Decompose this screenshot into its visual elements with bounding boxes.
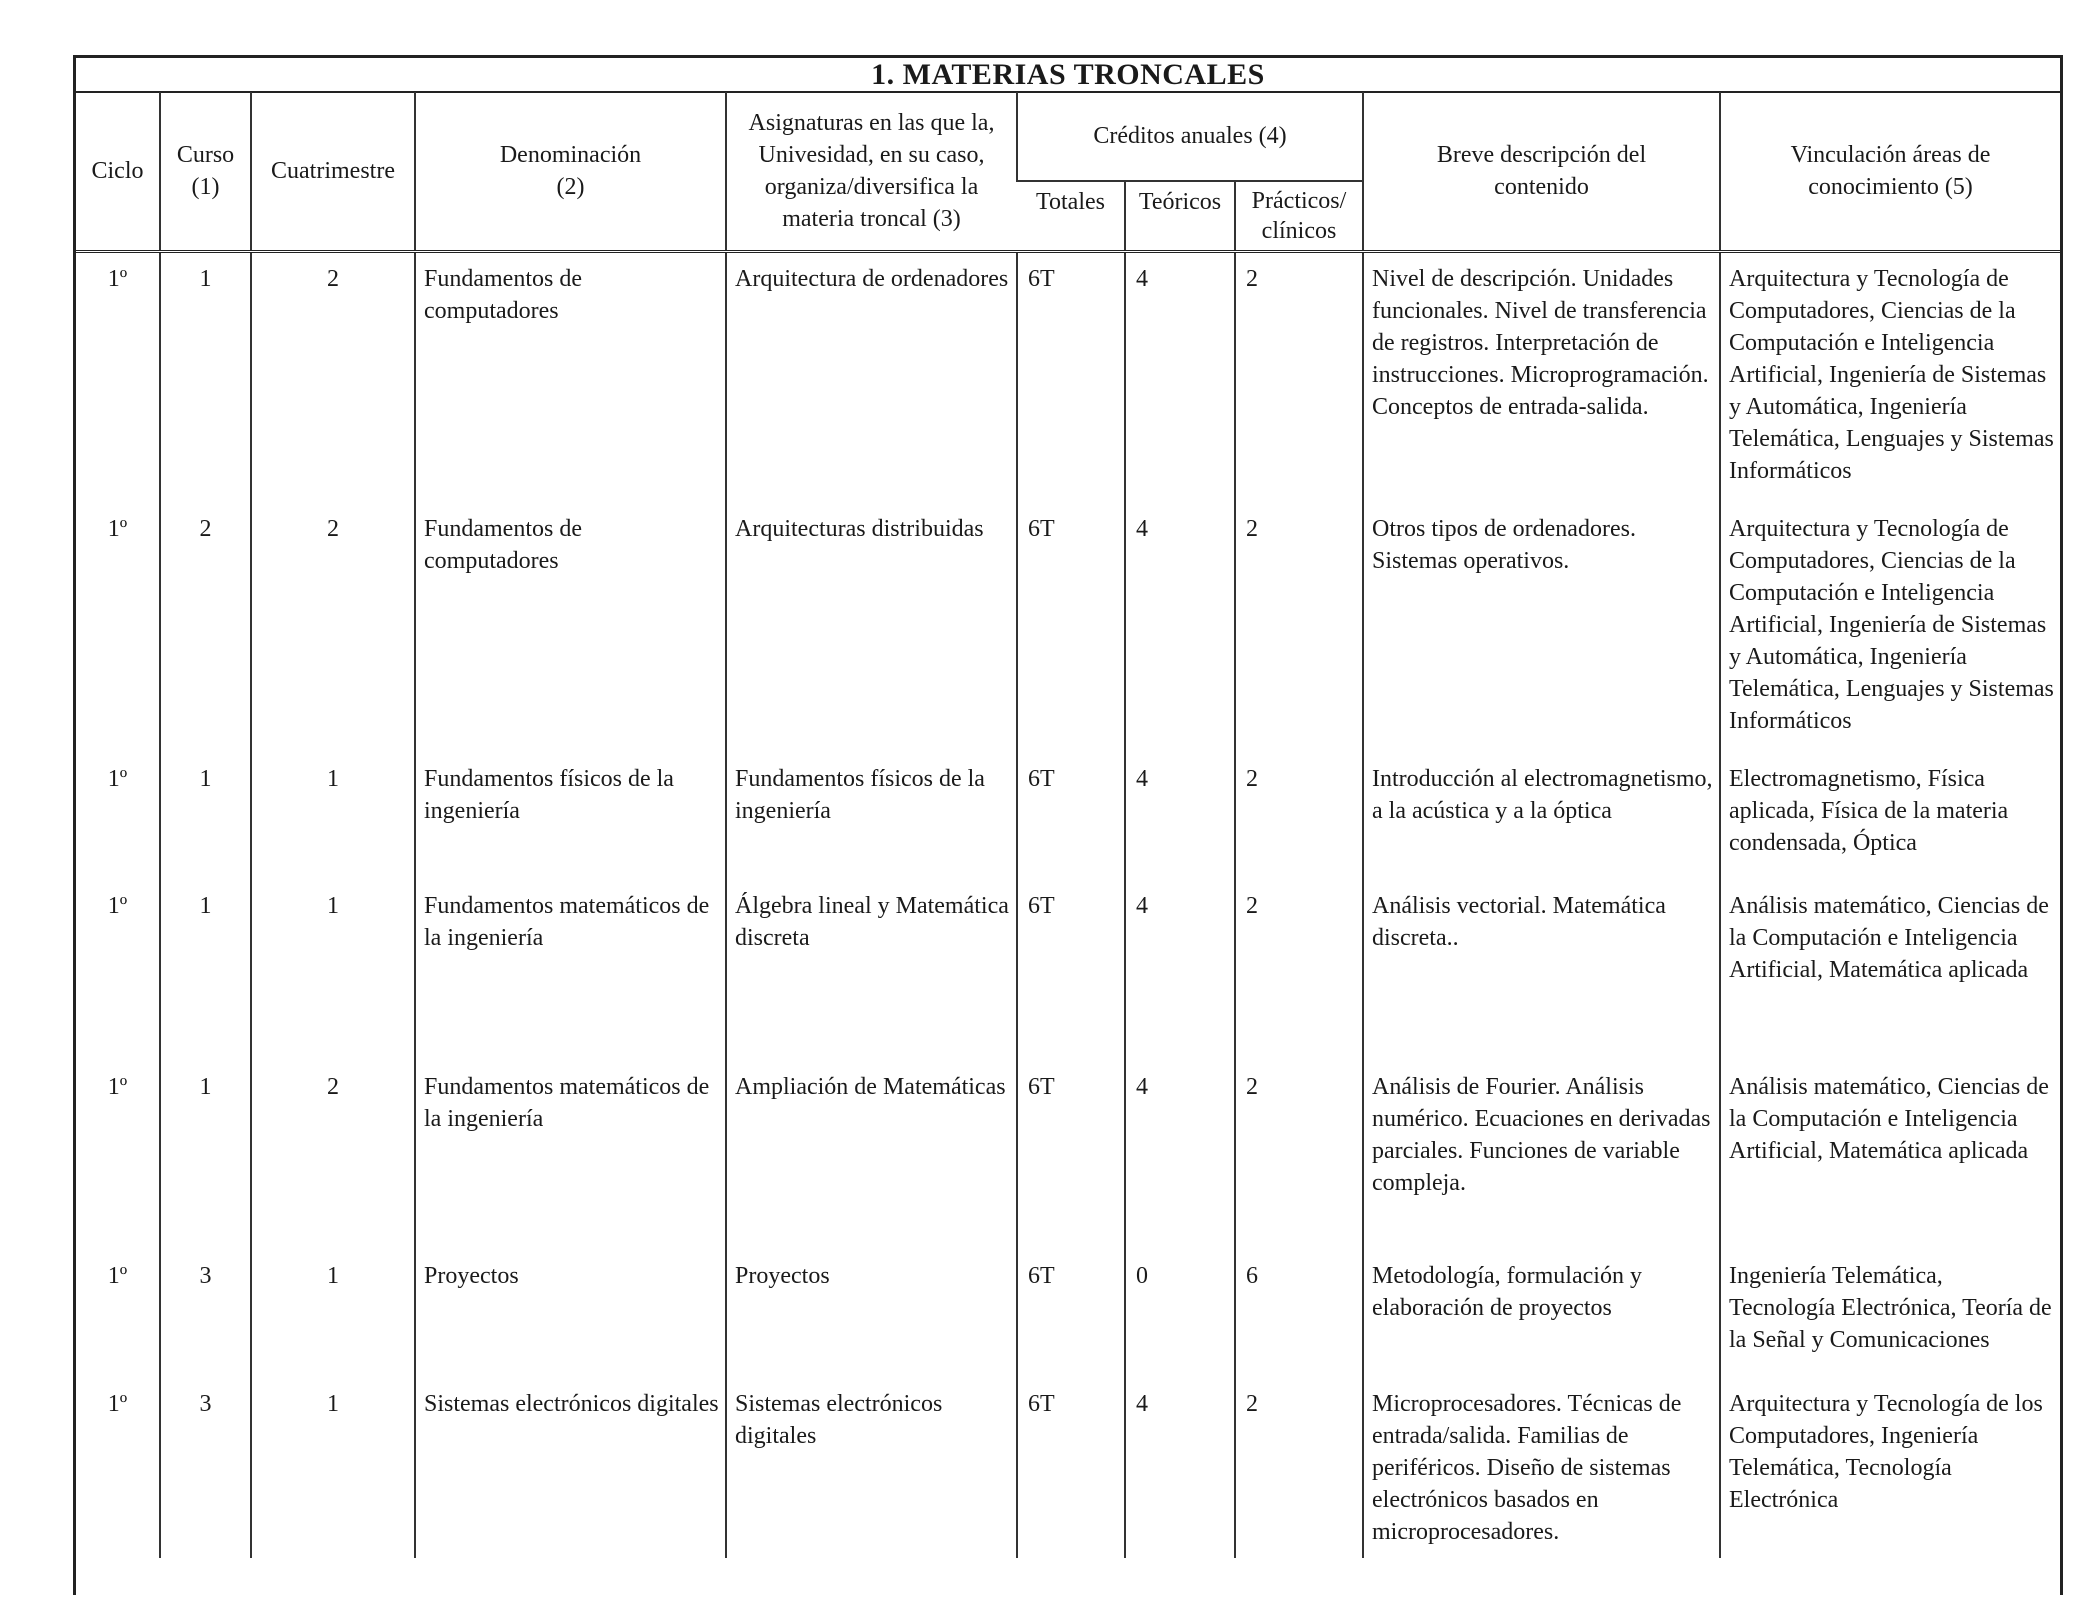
cell-totales: 6T: [1017, 1388, 1125, 1558]
cell-cuatrimestre: 2: [251, 513, 415, 763]
cell-curso: 1: [160, 263, 251, 513]
header-descripcion: Breve descripción del contenido: [1363, 92, 1720, 252]
cell-vinculacion: Análisis matemático, Ciencias de la Computación e Inteligencia Artificial, Matemática aplicada: [1720, 890, 2060, 1071]
document-sheet: [73, 55, 2063, 1595]
cell-vinculacion: Arquitectura y Tecnología de Computadores, Ciencias de la Computación e Inteligencia Artificial, Ingeniería de Sistemas y Automática, Ingeniería Telemática, Lenguajes y Sistemas Informáticos: [1720, 513, 2060, 763]
cell-denominacion: Fundamentos físicos de la ingeniería: [415, 763, 726, 890]
cell-denominacion: Fundamentos de computadores: [415, 263, 726, 513]
cell-descripcion: Análisis de Fourier. Análisis numérico. Ecuaciones en derivadas parciales. Funciones de variable compleja.: [1363, 1071, 1720, 1260]
cell-teoricos: 4: [1125, 1071, 1235, 1260]
cell-practicos: 6: [1235, 1260, 1363, 1388]
cell-denominacion: Sistemas electrónicos digitales: [415, 1388, 726, 1558]
cell-totales: 6T: [1017, 513, 1125, 763]
cell-descripcion: Microprocesadores. Técnicas de entrada/salida. Familias de periféricos. Diseño de sistemas electrónicos basados en microprocesadores.: [1363, 1388, 1720, 1558]
cell-teoricos: 4: [1125, 263, 1235, 513]
cell-denominacion: Proyectos: [415, 1260, 726, 1388]
cell-vinculacion: Arquitectura y Tecnología de Computadores, Ciencias de la Computación e Inteligencia Artificial, Ingeniería de Sistemas y Automática, Ingeniería Telemática, Lenguajes y Sistemas Informáticos: [1720, 263, 2060, 513]
header-cuatrimestre: Cuatrimestre: [251, 92, 415, 252]
header-vinculacion: Vinculación áreas de conocimiento (5): [1720, 92, 2060, 252]
cell-practicos: 2: [1235, 890, 1363, 1071]
cell-curso: 3: [160, 1260, 251, 1388]
cell-totales: 6T: [1017, 890, 1125, 1071]
cell-denominacion: Fundamentos matemáticos de la ingeniería: [415, 890, 726, 1071]
cell-ciclo: 1º: [107, 893, 128, 919]
cell-curso: 1: [160, 763, 251, 890]
cell-ciclo: 1º: [107, 1074, 128, 1100]
page-title: 1. MATERIAS TRONCALES: [76, 58, 2060, 93]
cell-practicos: 2: [1235, 763, 1363, 890]
cell-descripcion: Introducción al electromagnetismo, a la acústica y a la óptica: [1363, 763, 1720, 890]
cell-descripcion: Otros tipos de ordenadores. Sistemas operativos.: [1363, 513, 1720, 763]
materias-table: [76, 92, 2060, 1558]
header-creditos: Créditos anuales (4): [1017, 92, 1363, 181]
cell-asignatura: Arquitecturas distribuidas: [726, 513, 1017, 763]
table-row: [76, 890, 2060, 1071]
cell-ciclo: 1º: [107, 766, 128, 792]
cell-asignatura: Arquitectura de ordenadores: [726, 263, 1017, 513]
cell-denominacion: Fundamentos de computadores: [415, 513, 726, 763]
cell-vinculacion: Análisis matemático, Ciencias de la Computación e Inteligencia Artificial, Matemática aplicada: [1720, 1071, 2060, 1260]
cell-vinculacion: Arquitectura y Tecnología de los Computadores, Ingeniería Telemática, Tecnología Electrónica: [1720, 1388, 2060, 1558]
cell-cuatrimestre: 2: [251, 263, 415, 513]
cell-teoricos: 4: [1125, 1388, 1235, 1558]
cell-practicos: 2: [1235, 1071, 1363, 1260]
table-row: [76, 263, 2060, 513]
cell-denominacion: Fundamentos matemáticos de la ingeniería: [415, 1071, 726, 1260]
header-ciclo: Ciclo: [76, 92, 160, 252]
cell-practicos: 2: [1235, 1388, 1363, 1558]
cell-descripcion: Metodología, formulación y elaboración de proyectos: [1363, 1260, 1720, 1388]
header-practicos: Prácticos/ clínicos: [1235, 181, 1363, 252]
cell-ciclo: 1º: [107, 1391, 128, 1417]
cell-asignatura: Fundamentos físicos de la ingeniería: [726, 763, 1017, 890]
cell-teoricos: 4: [1125, 763, 1235, 890]
header-curso: Curso (1): [160, 92, 251, 252]
header-teoricos: Teóricos: [1125, 181, 1235, 252]
cell-teoricos: 4: [1125, 513, 1235, 763]
cell-totales: 6T: [1017, 263, 1125, 513]
cell-cuatrimestre: 1: [251, 1260, 415, 1388]
table-row: [76, 1071, 2060, 1260]
cell-descripcion: Análisis vectorial. Matemática discreta..: [1363, 890, 1720, 1071]
table-row: [76, 1388, 2060, 1558]
cell-cuatrimestre: 2: [251, 1071, 415, 1260]
cell-asignatura: Sistemas electrónicos digitales: [726, 1388, 1017, 1558]
cell-practicos: 2: [1235, 513, 1363, 763]
header-asignaturas: Asignaturas en las que la, Univesidad, en su caso, organiza/diversifica la materia troncal (3): [726, 92, 1017, 252]
cell-cuatrimestre: 1: [251, 763, 415, 890]
cell-ciclo: 1º: [107, 266, 128, 292]
table-row: [76, 513, 2060, 763]
cell-curso: 2: [160, 513, 251, 763]
cell-totales: 6T: [1017, 1260, 1125, 1388]
cell-practicos: 2: [1235, 263, 1363, 513]
header-denominacion: Denominación (2): [415, 92, 726, 252]
cell-asignatura: Álgebra lineal y Matemática discreta: [726, 890, 1017, 1071]
cell-teoricos: 4: [1125, 890, 1235, 1071]
cell-ciclo: 1º: [107, 1263, 128, 1289]
cell-vinculacion: Ingeniería Telemática, Tecnología Electrónica, Teoría de la Señal y Comunicaciones: [1720, 1260, 2060, 1388]
cell-totales: 6T: [1017, 1071, 1125, 1260]
cell-curso: 1: [160, 890, 251, 1071]
table-row: [76, 763, 2060, 890]
cell-vinculacion: Electromagnetismo, Física aplicada, Física de la materia condensada, Óptica: [1720, 763, 2060, 890]
cell-asignatura: Ampliación de Matemáticas: [726, 1071, 1017, 1260]
cell-descripcion: Nivel de descripción. Unidades funcionales. Nivel de transferencia de registros. Interpretación de instrucciones. Microprogramación. Conceptos de entrada-salida.: [1363, 263, 1720, 513]
cell-teoricos: 0: [1125, 1260, 1235, 1388]
cell-curso: 3: [160, 1388, 251, 1558]
cell-curso: 1: [160, 1071, 251, 1260]
cell-cuatrimestre: 1: [251, 890, 415, 1071]
cell-asignatura: Proyectos: [726, 1260, 1017, 1388]
header-totales: Totales: [1017, 181, 1125, 252]
cell-ciclo: 1º: [107, 516, 128, 542]
cell-totales: 6T: [1017, 763, 1125, 890]
cell-cuatrimestre: 1: [251, 1388, 415, 1558]
table-row: [76, 1260, 2060, 1388]
